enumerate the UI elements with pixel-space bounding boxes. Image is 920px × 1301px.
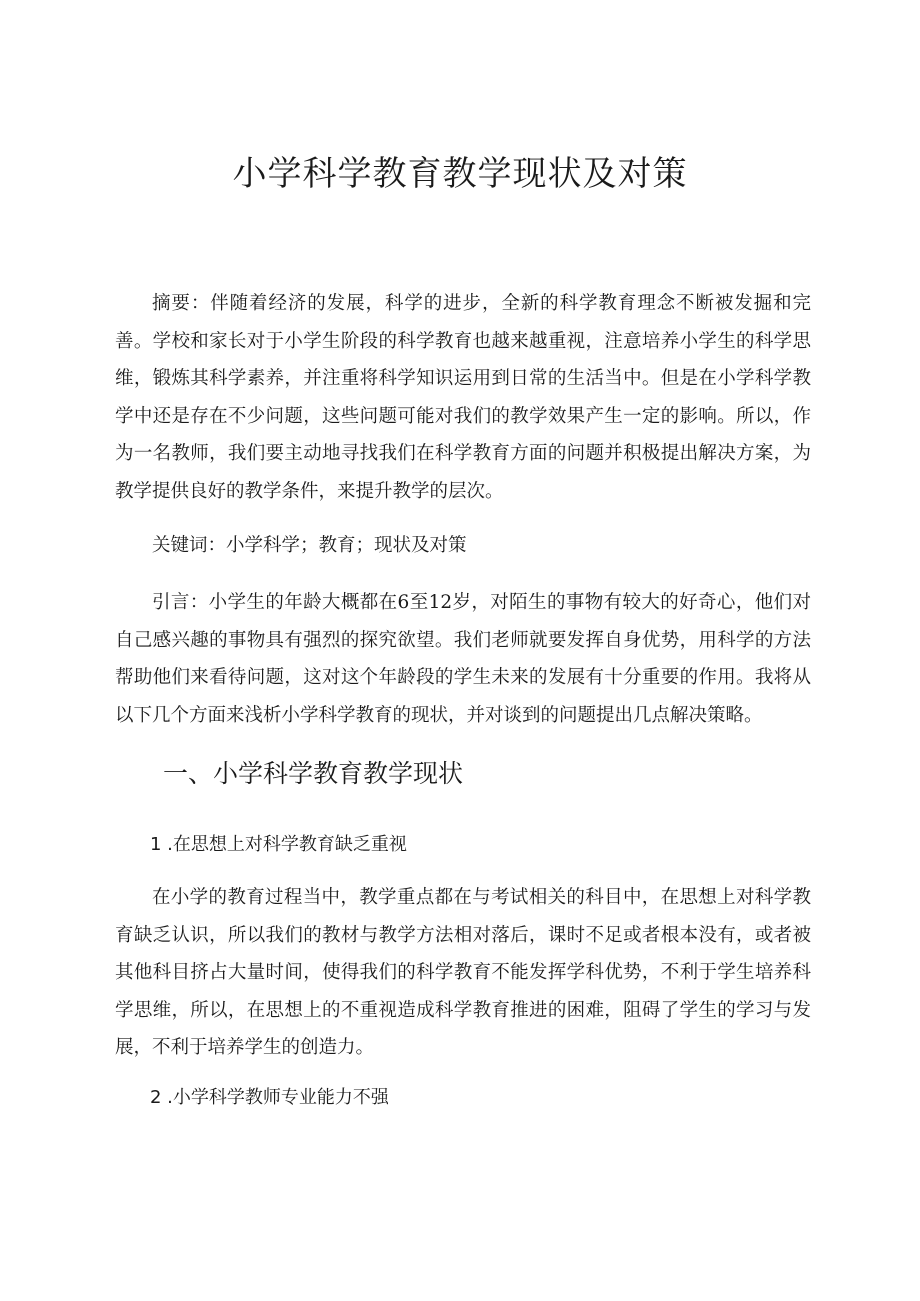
section-heading: 一、小学科学教育教学现状 (163, 759, 464, 788)
abstract-paragraph: 摘要：伴随着经济的发展，科学的进步，全新的科学教育理念不断被发掘和完善。学校和家长对于小学生阶段的科学教育也越来越重视，注意培养小学生的科学思维，锻炼其科学素养，并注重将科学知识运用到日常的生活当中。但是在小学科学教学中还是存在不少问题，这些问题可能对我们的教学效果产生一定的影响。所以，作为一名教师，我们要主动地寻找我们在科学教育方面的问题并积极提出解决方案，为教学提供良好的教学条件，来提升教学的层次。 (115, 293, 811, 502)
introduction-paragraph: 引言：小学生的年龄大概都在6至12岁，对陌生的事物有较大的好奇心，他们对自己感兴趣的事物具有强烈的探究欲望。我们老师就要发挥自身优势，用科学的方法帮助他们来看待问题，这对这个年龄段的学生未来的发展有十分重要的作用。我将从以下几个方面来浅析小学科学教育的现状，并对谈到的问题提出几点解决策略。 (115, 592, 811, 726)
keywords-paragraph: 关键词：小学科学；教育；现状及对策 (152, 535, 467, 556)
subsection-1-body: 在小学的教育过程当中，教学重点都在与考试相关的科目中，在思想上对科学教育缺乏认识，所以我们的教材与教学方法相对落后，课时不足或者根本没有，或者被其他科目挤占大量时间，使得我们的科学教育不能发挥学科优势，不利于学生培养科学思维，所以，在思想上的不重视造成科学教育推进的困难，阻碍了学生的学习与发展，不利于培养学生的创造力。 (115, 887, 811, 1058)
subsection-heading-2: 2 .小学科学教师专业能力不强 (150, 1087, 389, 1108)
document-title: 小学科学教育教学现状及对策 (232, 154, 688, 194)
subsection-heading-1: 1 .在思想上对科学教育缺乏重视 (150, 834, 407, 855)
